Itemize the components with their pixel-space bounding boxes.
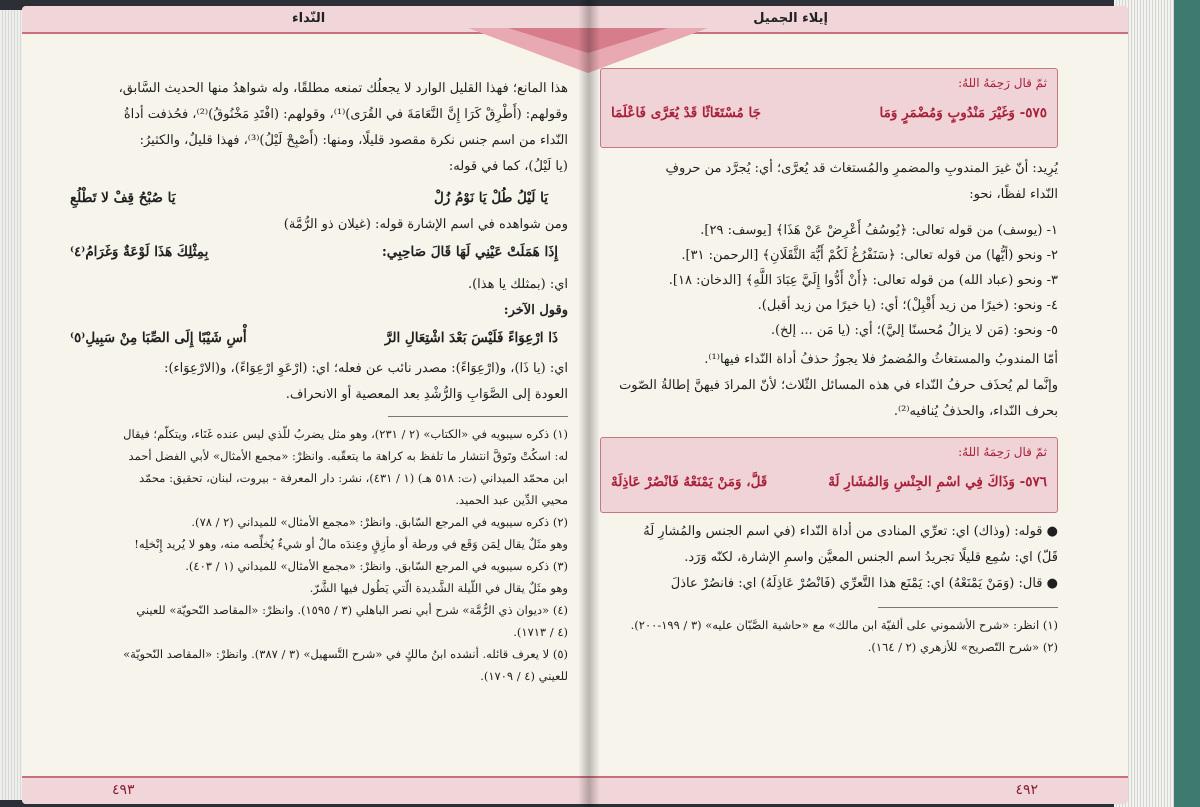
poem-verse	[611, 99, 1047, 127]
poem-verse	[611, 468, 1047, 496]
verse-second-hemistich: قَلَّ، وَمَنْ يَمْنَعْهُ فَانْصُرْ عَاذِلَهْ	[611, 474, 768, 490]
paragraph: النّداء لفظًا، نحو:	[969, 187, 1058, 202]
paragraph: ومن شواهده في اسم الإشارة قوله: (غيلان ذو الرُّمَّة)	[283, 217, 568, 232]
poem-box	[600, 437, 1058, 513]
footnote: وهو مثَلٌ يقال لِمَن وَقَع في ورطة أو مأزِقٍ وعِندَه مالٌ أو شيءٌ يُخلِّصه منه، وهو لا يُريد إِنْخلِه!	[134, 537, 568, 551]
footnote: (١) انظر: «شرح الأشموني على ألفيّة ابن مالك» مع «حاشية الصَّبّان عليه» (٣ / ١٩٩-٢٠٠).	[630, 618, 1058, 632]
footnote: (١) ذكره سيبويه في «الكتاب» (٢ / ٢٣١)، وهو مثل يضربُ للّذي ليس عنده غَنَاء، ويتكلّم؛ فيقال	[123, 427, 568, 441]
footnote: محيي الدِّين عبد الحميد.	[455, 493, 568, 507]
paragraph: وقولهم: (أَطْرِقْ كَرَا إِنَّ النَّعَامَةَ في القُرَى)⁽¹⁾، وقولهم: (افْتَدِ مَخْنُوقُ)⁽²⁾، فحُذفت أداةُ	[123, 107, 568, 122]
paragraph: اي: (يا ذَا)، و(ارْعِوَاءً): مصدر نائب عن فعله؛ اي: (ارْعَوِ ارْعِوَاءً)، و(الارْعِوَاء):	[164, 361, 568, 376]
right-page-footer	[588, 776, 1128, 804]
verse-first-hemistich: إِذَا هَمَلَتْ عَيْنِي لَهَا قَالَ صَاحِبِي:	[381, 244, 558, 260]
left-page-title: النّداء	[292, 11, 326, 26]
book-gutter	[578, 0, 600, 807]
footnote: ابن محمّد الميداني (ت: ٥١٨ هـ) (١ / ٤٣١)، نشر: دار المعرفة - بيروت، لبنان، تحقيق: محمّد	[139, 471, 568, 485]
example-item: ٣- ونحو (عباد الله) من قوله تعالى: ﴿أَنْ أَدُّوا إِلَيَّ عِبَادَ اللَّهِ﴾ [الدخان: ١٨].	[668, 273, 1058, 288]
verse-second-hemistich: بِمِثْلِكَ هَذَا لَوْعَةٌ وَغَرَامُ⁽٤⁾	[70, 244, 209, 260]
paragraph: أمّا المندوبُ والمستغاثُ والمُضمرُ فلا يجوزُ حذفُ أداة النّداء فيها⁽¹⁾.	[704, 352, 1058, 367]
verse-first-hemistich: ٥٧٥- وَغَيْرَ مَنْدُوبٍ وَمُضْمَرٍ وَمَا	[879, 105, 1047, 121]
footnote: للعيني (٤ / ١٧٠٩).	[480, 669, 568, 683]
header-ornament-icon	[468, 28, 588, 78]
footnote: وهو مثَلٌ يقال في اللّيلة الشَّديدة الّتي يَطُول فيها الشَّرّ.	[309, 581, 568, 595]
paragraph: وإنَّما لم يُحذَف حرفُ النّداء في هذه المسائل الثّلاث؛ لأنّ المرادَ فيهنَّ إطالةُ الصّوت	[619, 378, 1058, 393]
footnote: (٤ / ١٧١٣).	[513, 625, 568, 639]
footnote-separator	[388, 416, 568, 417]
footnote: له: اسكُتْ وتَوقَّ انتشار ما تلفظ به كراهة ما يتعقّبه. وانظرْ: «مجمع الأمثال» لأبي الفضل أحمد	[128, 449, 568, 463]
example-item: ٤- ونحو: (خيرًا من زيد أَقْبِلْ)؛ أي: (يا خيرًا من زيد أقبل).	[757, 298, 1058, 313]
commentary-line: ● قوله: (وذاك) اي: تعرِّي المنادى من أداة النّداء (في اسم الجنس والمُشارِ لَهُ	[643, 524, 1058, 539]
book-cover-edge	[1174, 0, 1200, 807]
paragraph: اي: (بمثلك يا هذا).	[467, 277, 568, 292]
commentary-line: قَلّ) اي: سُمِع قليلًا تجريدُ اسم الجنس المعيَّن واسمِ الإشارة، لكنّه وَرَد.	[684, 550, 1058, 565]
paragraph: وقول الآخر:	[503, 303, 568, 318]
poem-verse	[70, 238, 558, 266]
verse-first-hemistich: ذَا ارْعِوَاءً فَلَيْسَ بَعْدَ اشْتِعَالِ الرَّ	[384, 330, 558, 346]
verse-first-hemistich: يَا لَيْلُ طُلْ يَا نَوْمُ زُلْ	[433, 190, 548, 206]
right-page	[588, 6, 1128, 804]
verse-second-hemistich: يَا صُبْحُ قِفْ لا تَطْلُعِ	[70, 190, 176, 206]
left-page-number: ٤٩٣	[112, 782, 135, 798]
example-item: ٥- ونحو: (مَن لا يزالُ مُحسنًا إليَّ)؛ أي: (يا مَن ... إلخ).	[770, 323, 1058, 338]
verse-second-hemistich: جَا مُسْتَغَاثًا قَدْ يُعَرَّى فَاعْلَمَا	[611, 105, 761, 121]
commentary-line: ● قال: (وَمَنْ يَمْنَعْهُ) اي: يَمْنَع هذا التَّعرِّي (فَانْصُرْ عَاذِلَهُ) اي: فانصُرْ عاذلَ	[670, 576, 1058, 591]
footnote: (٤) «ديوان ذي الرُّمَّة» شرح أبي نصر الباهلي (٣ / ١٥٩٥). وانظرْ: «المقاصد النّحويّة» للعيني	[136, 603, 568, 617]
left-page-footer	[22, 776, 588, 804]
paragraph: (يا لَيْلُ)، كما في قوله:	[448, 159, 568, 174]
left-page-body	[60, 76, 568, 687]
poem-box	[600, 68, 1058, 148]
example-item: ٢- ونحو (أيُّها) من قوله تعالى: ﴿سَنَفْرُغُ لَكُمْ أَيُّهَ الثَّقَلَانِ﴾ [الرحمن: ٣١].	[681, 248, 1058, 263]
right-page-body	[600, 68, 1058, 658]
left-page	[22, 6, 588, 804]
footnote: (٥) لا يعرف قائله. أنشده ابنُ مالكٍ في «شرح التَّسهيل» (٣ / ٣٨٧). وانظرْ: «المقاصد النّحويّة»	[123, 647, 568, 661]
paragraph: يُرِيد: أنّ غيرَ المندوبِ والمضمرِ والمُستغاث قد يُعرَّى؛ أي: يُجرَّد من حروفِ	[665, 161, 1058, 176]
paragraph: بحرف النّداء، والحذفُ يُنافيه⁽²⁾.	[893, 404, 1058, 419]
footnote-separator	[878, 607, 1058, 608]
verse-first-hemistich: ٥٧٦- وَذَاكَ فِي اسْمِ الجِنْسِ وَالمُشَارِ لَهْ	[828, 474, 1047, 490]
right-page-title: إيلاء الجميل	[753, 11, 828, 26]
poem-verse	[70, 324, 558, 352]
poem-verse	[70, 184, 548, 212]
example-item: ١- (يوسف) من قوله تعالى: ﴿يُوسُفُ أَعْرِضْ عَنْ هَذَا﴾ [يوسف: ٢٩].	[700, 223, 1058, 238]
footnote: (٣) ذكره سيبويه في المرجع السّابق. وانظرْ: «مجمع الأمثال» للميداني (١ / ٤٠٣).	[185, 559, 568, 573]
footnote: (٢) ذكره سيبويه في المرجع السّابق. وانظرْ: «مجمع الأمثال» للميداني (٢ / ٧٨).	[191, 515, 568, 529]
poem-intro: ثمّ قال رَحِمَهُ اللهُ:	[958, 445, 1047, 459]
paragraph: هذا المانع؛ فهذا القليل الوارد لا يجعلُك تمنعه مطلقًا، وله شواهدُ منها الحديث السَّابق،	[118, 81, 568, 96]
paragraph: النّداء من اسم جنس نكرة مقصود قليلًا، ومنها: (أَصْبِحْ لَيْلُ)⁽³⁾، فهذا قليلٌ، والكثيرُ:	[139, 133, 568, 148]
right-page-number: ٤٩٢	[1015, 782, 1038, 798]
poem-intro: ثمّ قال رَحِمَهُ اللهُ:	[958, 76, 1047, 90]
footnote: (٢) «شرح التّصريح» للأزهري (٢ / ١٦٤).	[867, 640, 1058, 654]
verse-second-hemistich: أْسِ شَيْبًا إِلَى الصِّبَا مِنْ سَبِيلِ⁽٥⁾	[70, 330, 247, 346]
paragraph: العودة إلى الصَّوَابِ وَالرُّشْدِ بعد المعصية أو الانحراف.	[285, 387, 568, 402]
